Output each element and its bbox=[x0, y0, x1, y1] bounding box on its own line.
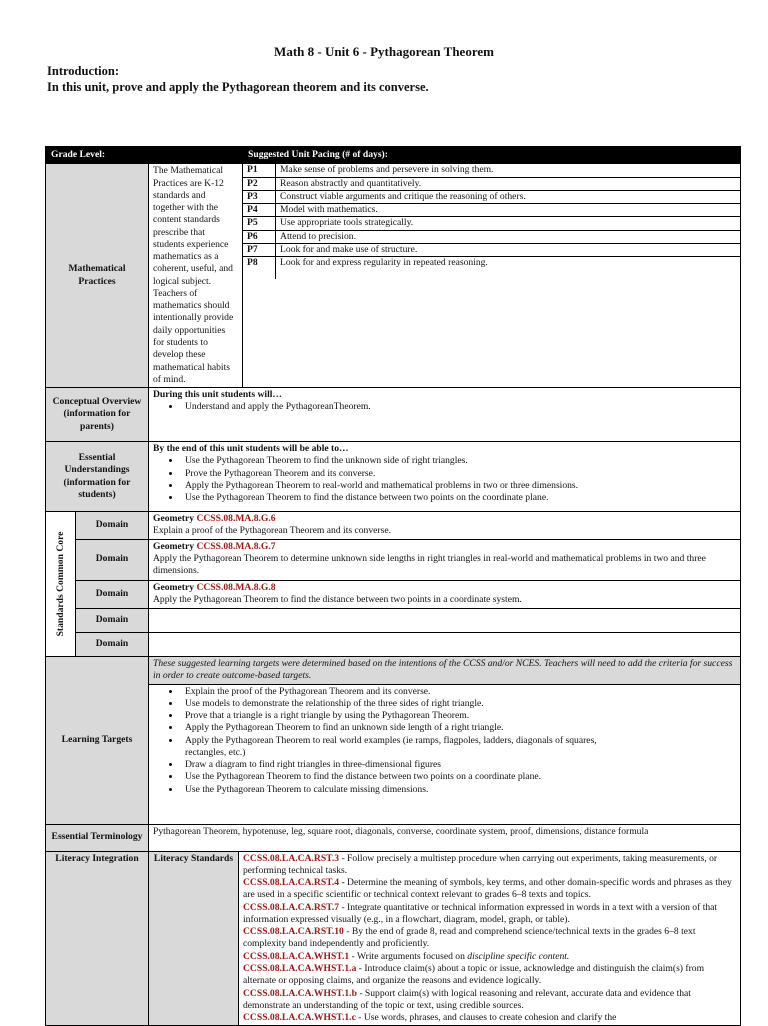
standard-subject: Geometry bbox=[153, 581, 195, 593]
literacy-standard-code: CCSS.08.LA.CA.WHST.1.a bbox=[243, 962, 357, 974]
unit-plan-table bbox=[45, 146, 741, 1026]
practice-text: Make sense of problems and persevere in solving them. bbox=[276, 164, 740, 177]
practice-row bbox=[243, 177, 740, 190]
practices-table bbox=[243, 164, 740, 278]
learning-target-item: • Prove that a triangle is a right triangle by using the Pythagorean Theorem. bbox=[181, 710, 601, 722]
standard-content bbox=[149, 539, 741, 580]
learning-target-item: • Use the Pythagorean Theorem to calculate missing dimensions. bbox=[181, 784, 601, 796]
literacy-standard-code: CCSS.08.LA.CA.RST.3 bbox=[243, 852, 340, 864]
standard-subject: Geometry bbox=[153, 513, 195, 525]
literacy-standard-text: - Introduce claim(s) about a topic or issue, acknowledge and distinguish the claim(s) from alternate or opposing claims, and organize the reasons and evidence logically. bbox=[243, 962, 705, 987]
practice-row bbox=[243, 204, 740, 217]
literacy-standard-text: - Follow precisely a multistep procedure when carrying out experiments, taking measurements, or performing technical tasks. bbox=[243, 852, 718, 876]
conceptual-lead: During this unit students will… bbox=[153, 389, 283, 401]
targets-list-row bbox=[46, 684, 741, 824]
literacy-standard bbox=[243, 926, 736, 951]
practice-text: Look for and make use of structure. bbox=[276, 243, 740, 256]
standard-subject: Geometry bbox=[153, 540, 195, 552]
conceptual-row bbox=[46, 388, 741, 442]
standards-row-5 bbox=[46, 632, 741, 656]
practice-row bbox=[243, 164, 740, 177]
conceptual-label: Conceptual Overview (information for parents) bbox=[46, 388, 149, 442]
standard-text: Explain a proof of the Pythagorean Theorem and its converse. bbox=[153, 525, 391, 537]
header-row bbox=[46, 147, 741, 164]
essential-content bbox=[149, 442, 741, 512]
learning-target-item: • Use the Pythagorean Theorem to find the distance between two points on a coordinate plane. bbox=[181, 771, 601, 783]
literacy-standard-text: - Determine the meaning of symbols, key terms, and other domain-specific words and phrases as they are used in a specific scientific or technical context relevant to grades 6–8 texts and topics. bbox=[243, 877, 732, 901]
literacy-standard bbox=[243, 853, 736, 878]
essential-bullet: • Use the Pythagorean Theorem to find the unknown side of right triangles. bbox=[181, 455, 736, 467]
literacy-standard-text: - Use words, phrases, and clauses to create cohesion and clarify the bbox=[355, 1012, 617, 1024]
terminology-row bbox=[46, 824, 741, 851]
practice-row bbox=[243, 257, 740, 279]
standards-row-4 bbox=[46, 608, 741, 632]
document-title: Math 8 - Unit 6 - Pythagorean Theorem bbox=[274, 44, 494, 59]
practice-text: Model with mathematics. bbox=[276, 204, 740, 217]
math-practices-row bbox=[46, 164, 741, 388]
math-practices-label: Mathematical Practices bbox=[46, 164, 149, 388]
literacy-standard-code: CCSS.08.LA.CA.RST.7 bbox=[243, 901, 340, 913]
practice-text: Construct viable arguments and critique the reasoning of others. bbox=[276, 190, 740, 203]
essential-row bbox=[46, 442, 741, 512]
practice-text: Use appropriate tools strategically. bbox=[276, 217, 740, 230]
essential-label: Essential Understandings (information for students) bbox=[46, 442, 149, 512]
literacy-standard-code: CCSS.08.LA.CA.RST.10 bbox=[243, 926, 344, 938]
practice-row bbox=[243, 190, 740, 203]
literacy-standards-label: Literacy Standards bbox=[149, 851, 239, 1026]
unit-pacing-label: Suggested Unit Pacing (# of days): bbox=[243, 147, 741, 164]
literacy-standard-code: CCSS.08.LA.CA.RST.4 bbox=[243, 877, 340, 889]
literacy-integration-label: Literacy Integration bbox=[46, 851, 149, 1026]
literacy-standard-text: - Integrate quantitative or technical information expressed in words in a text with a version of that information expressed visually (e.g., in a flowchart, diagram, model, graph, or table). bbox=[243, 901, 718, 925]
learning-target-item: • Apply the Pythagorean Theorem to real world examples (ie ramps, flagpoles, ladders, diagonals of squares, rectangles, etc.) bbox=[181, 735, 601, 760]
literacy-standard-text: - Support claim(s) with logical reasoning and relevant, accurate data and evidence that demonstrate an understanding of the topic or text, using credible sources. bbox=[243, 987, 691, 1011]
practice-code: P5 bbox=[243, 217, 276, 230]
literacy-standard bbox=[243, 1012, 736, 1024]
conceptual-bullet: • Understand and apply the PythagoreanTheorem. bbox=[181, 401, 736, 413]
practice-code: P8 bbox=[243, 257, 276, 279]
practice-text: Reason abstractly and quantitatively. bbox=[276, 177, 740, 190]
literacy-row bbox=[46, 851, 741, 1026]
essential-bullet: • Prove the Pythagorean Theorem and its converse. bbox=[181, 468, 736, 480]
standards-side-label-cell bbox=[46, 512, 76, 657]
practice-code: P6 bbox=[243, 230, 276, 243]
practice-code: P1 bbox=[243, 164, 276, 177]
standard-text: Apply the Pythagorean Theorem to find the distance between two points in a coordinate system. bbox=[153, 593, 522, 605]
standard-code: CCSS.08.MA.8.G.6 bbox=[196, 513, 276, 525]
essential-lead: By the end of this unit students will be able to… bbox=[153, 443, 349, 455]
conceptual-content bbox=[149, 388, 741, 442]
learning-targets-list bbox=[153, 686, 601, 796]
literacy-standard-code: CCSS.08.LA.CA.WHST.1.b bbox=[243, 987, 357, 999]
domain-label: Domain bbox=[76, 632, 149, 656]
practice-code: P2 bbox=[243, 177, 276, 190]
learning-target-item: • Explain the proof of the Pythagorean Theorem and its converse. bbox=[181, 686, 601, 698]
conceptual-list bbox=[153, 401, 736, 413]
literacy-standard-text: - Write arguments focused on bbox=[349, 950, 468, 962]
standard-content-empty bbox=[149, 632, 741, 656]
learning-targets-label: Learning Targets bbox=[46, 656, 149, 824]
learning-target-item: • Draw a diagram to find right triangles in three-dimensional figures bbox=[181, 759, 601, 771]
literacy-standard bbox=[243, 951, 736, 963]
practice-code: P3 bbox=[243, 190, 276, 203]
standard-code: CCSS.08.MA.8.G.7 bbox=[196, 540, 276, 552]
math-practices-list bbox=[243, 164, 741, 388]
math-practices-description: The Mathematical Practices are K-12 standards and together with the content standards prescribe that students experience mathematics as a coherent, useful, and logical subject. Teachers of mathematics should intentionally provide daily opportunities for students to develop these mathematical habits of mind. bbox=[149, 164, 243, 388]
literacy-standard bbox=[243, 902, 736, 927]
practice-row bbox=[243, 230, 740, 243]
literacy-standard-code: CCSS.08.LA.CA.WHST.1 bbox=[243, 950, 350, 962]
targets-note-row bbox=[46, 656, 741, 684]
literacy-standard bbox=[243, 988, 736, 1013]
standard-content bbox=[149, 512, 741, 540]
standards-row-2 bbox=[46, 539, 741, 580]
learning-target-item: • Apply the Pythagorean Theorem to find an unknown side length of a right triangle. bbox=[181, 722, 601, 734]
literacy-standard bbox=[243, 963, 736, 988]
learning-targets-note: These suggested learning targets were determined based on the intentions of the CCSS and/or NCES. Teachers will need to add the criteria for success in order to create outcome-based targets. bbox=[149, 656, 741, 684]
domain-label: Domain bbox=[76, 539, 149, 580]
standard-text: Apply the Pythagorean Theorem to determine unknown side lengths in right triangles in real-world and mathematical problems in two and three dimensions. bbox=[153, 552, 706, 577]
practice-code: P7 bbox=[243, 243, 276, 256]
literacy-standard-code: CCSS.08.LA.CA.WHST.1.c bbox=[243, 1012, 356, 1024]
grade-level-label: Grade Level: bbox=[46, 147, 243, 164]
standards-side-label: Standards Common Core bbox=[54, 531, 66, 637]
literacy-standards-content bbox=[239, 851, 741, 1026]
standard-content-empty bbox=[149, 608, 741, 632]
practice-row bbox=[243, 243, 740, 256]
practice-row bbox=[243, 217, 740, 230]
standards-row-1 bbox=[46, 512, 741, 540]
learning-targets-content bbox=[149, 684, 741, 824]
domain-label: Domain bbox=[76, 608, 149, 632]
practice-code: P4 bbox=[243, 204, 276, 217]
standard-content bbox=[149, 580, 741, 608]
literacy-standard bbox=[243, 877, 736, 902]
standards-row-3 bbox=[46, 580, 741, 608]
essential-list bbox=[153, 455, 736, 504]
terminology-text: Pythagorean Theorem, hypotenuse, leg, square root, diagonals, converse, coordinate system, proof, dimensions, distance formula bbox=[149, 824, 741, 851]
domain-label: Domain bbox=[76, 580, 149, 608]
literacy-standard-text: - By the end of grade 8, read and comprehend science/technical texts in the grades 6–8 text complexity band independently and proficiently. bbox=[243, 926, 696, 950]
domain-label: Domain bbox=[76, 512, 149, 540]
standard-code: CCSS.08.MA.8.G.8 bbox=[196, 581, 276, 593]
intro-text: In this unit, prove and apply the Pythagorean theorem and its converse. bbox=[47, 80, 429, 94]
intro-heading: Introduction: bbox=[47, 64, 120, 78]
practice-text: Look for and express regularity in repeated reasoning. bbox=[280, 257, 488, 269]
essential-bullet: • Apply the Pythagorean Theorem to real-world and mathematical problems in two or three dimensions. bbox=[181, 480, 736, 492]
learning-target-item: • Use models to demonstrate the relationship of the three sides of right triangle. bbox=[181, 698, 601, 710]
literacy-standard-emphasis: discipline specific content. bbox=[467, 950, 570, 962]
terminology-label: Essential Terminology bbox=[46, 824, 149, 851]
essential-bullet: • Use the Pythagorean Theorem to find the distance between two points on the coordinate plane. bbox=[181, 492, 736, 504]
practice-text: Attend to precision. bbox=[276, 230, 740, 243]
